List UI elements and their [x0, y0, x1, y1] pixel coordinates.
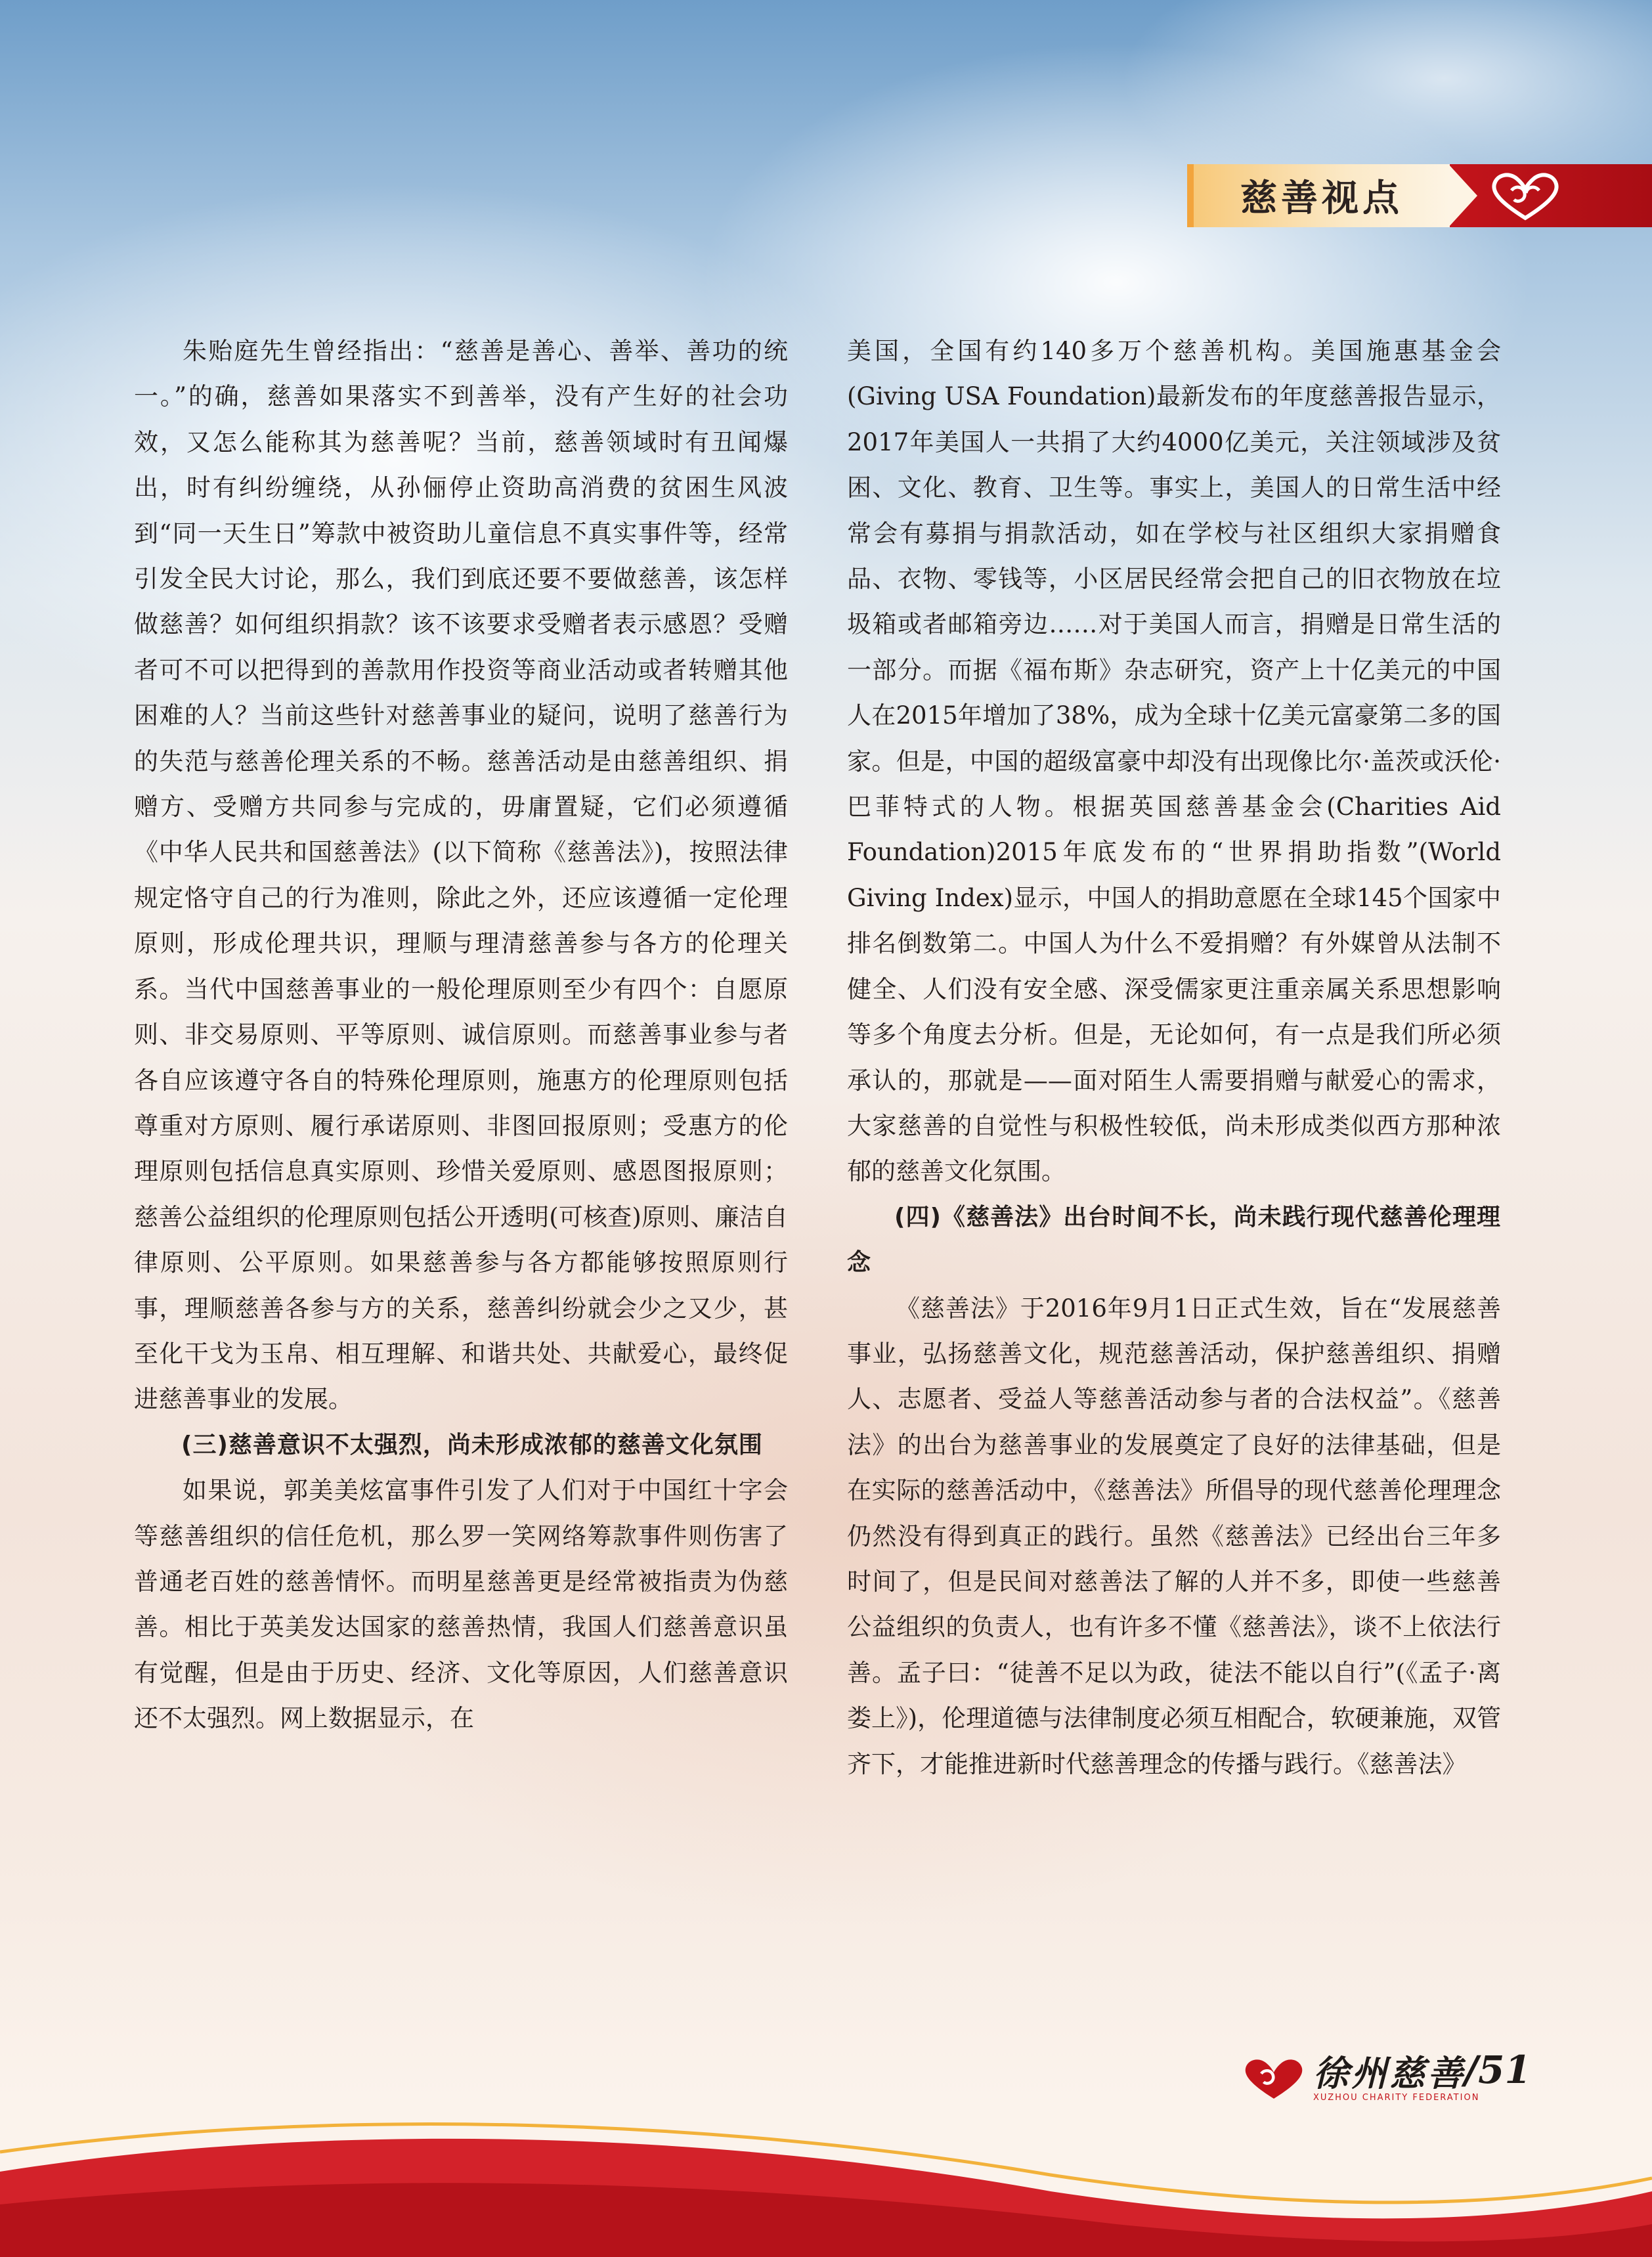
section-title: 慈善视点: [1240, 177, 1403, 220]
section-heading-3: (三)慈善意识不太强烈，尚未形成浓郁的慈善文化氛围: [181, 1431, 763, 1458]
brand-name: 徐州慈善: [1313, 2052, 1466, 2094]
left-column: [134, 328, 788, 1742]
heart-swirl-icon: [1489, 171, 1561, 221]
body-paragraph: 如果说，郭美美炫富事件引发了人们对于中国红十字会等慈善组织的信任危机，那么罗一笑网络筹款事件则伤害了普通老百姓的慈善情怀。而明星慈善更是经常被指责为伪慈善。相比于英美发达国家的慈善热情，我国人们慈善意识虽有觉醒，但是由于历史、经济、文化等原因，人们慈善意识还不太强烈。网上数据显示，在: [134, 1476, 788, 1733]
section-heading-4: (四)《慈善法》出台时间不长，尚未践行现代慈善伦理理念: [847, 1203, 1501, 1277]
brand-subtitle: XUZHOU CHARITY FEDERATION: [1313, 2093, 1480, 2103]
section-header-tab: [1187, 164, 1652, 227]
footer-red-wave: [0, 2093, 1652, 2257]
heart-swirl-icon: [1241, 2055, 1307, 2101]
section-title-box: [1187, 164, 1450, 227]
page-number: /51: [1464, 2048, 1531, 2092]
body-paragraph: 朱贻庭先生曾经指出：“慈善是善心、善举、善功的统一。”的确，慈善如果落实不到善举，没有产生好的社会功效，又怎么能称其为慈善呢？当前，慈善领域时有丑闻爆出，时有纠纷缠绕，从孙俪停止资助高消费的贫困生风波到“同一天生日”筹款中被资助儿童信息不真实事件等，经常引发全民大讨论，那么，我们到底还要不要做慈善，该怎样做慈善？如何组织捐款？该不该要求受赠者表示感恩？受赠者可不可以把得到的善款用作投资等商业活动或者转赠其他困难的人？当前这些针对慈善事业的疑问，说明了慈善行为的失范与慈善伦理关系的不畅。慈善活动是由慈善组织、捐赠方、受赠方共同参与完成的，毋庸置疑，它们必须遵循《中华人民共和国慈善法》(以下简称《慈善法》)，按照法律规定恪守自己的行为准则，除此之外，还应该遵循一定伦理原则，形成伦理共识，理顺与理清慈善参与各方的伦理关系。当代中国慈善事业的一般伦理原则至少有四个：自愿原则、非交易原则、平等原则、诚信原则。而慈善事业参与者各自应该遵守各自的特殊伦理原则，施惠方的伦理原则包括尊重对方原则、履行承诺原则、非图回报原则；受惠方的伦理原则包括信息真实原则、珍惜关爱原则、感恩图报原则；慈善公益组织的伦理原则包括公开透明(可核查)原则、廉洁自律原则、公平原则。如果慈善参与各方都能够按照原则行事，理顺慈善各参与方的关系，慈善纠纷就会少之又少，甚至化干戈为玉帛、相互理解、和谐共处、共献爱心，最终促进慈善事业的发展。: [134, 337, 788, 1414]
section-tab-red-bar: [1450, 164, 1652, 227]
body-paragraph: 美国，全国有约140多万个慈善机构。美国施惠基金会(Giving USA Foundation)最新发布的年度慈善报告显示，2017年美国人一共捐了大约4000亿美元，关注领域涉及贫困、文化、教育、卫生等。事实上，美国人的日常生活中经常会有募捐与捐款活动，如在学校与社区组织大家捐赠食品、衣物、零钱等，小区居民经常会把自己的旧衣物放在垃圾箱或者邮箱旁边……对于美国人而言，捐赠是日常生活的一部分。而据《福布斯》杂志研究，资产上十亿美元的中国人在2015年增加了38%，成为全球十亿美元富豪第二多的国家。但是，中国的超级富豪中却没有出现像比尔·盖茨或沃伦·巴菲特式的人物。根据英国慈善基金会(Charities Aid Foundation)2015年底发布的“世界捐助指数”(World Giving Index)显示，中国人的捐助意愿在全球145个国家中排名倒数第二。中国人为什么不爱捐赠？有外媒曾从法制不健全、人们没有安全感、深受儒家更注重亲属关系思想影响等多个角度去分析。但是，无论如何，有一点是我们所必须承认的，那就是——面对陌生人需要捐赠与献爱心的需求，大家慈善的自觉性与积极性较低，尚未形成类似西方那种浓郁的慈善文化氛围。: [847, 337, 1501, 1186]
right-column: [847, 328, 1501, 1787]
body-paragraph: 《慈善法》于2016年9月1日正式生效，旨在“发展慈善事业，弘扬慈善文化，规范慈善活动，保护慈善组织、捐赠人、志愿者、受益人等慈善活动参与者的合法权益”。《慈善法》的出台为慈善事业的发展奠定了良好的法律基础，但是在实际的慈善活动中，《慈善法》所倡导的现代慈善伦理理念仍然没有得到真正的践行。虽然《慈善法》已经出台三年多时间了，但是民间对慈善法了解的人并不多，即使一些慈善公益组织的负责人，也有许多不懂《慈善法》，谈不上依法行善。孟子曰：“徒善不足以为政，徒法不能以自行”(《孟子·离娄上》)，伦理道德与法律制度必须互相配合，软硬兼施，双管齐下，才能推进新时代慈善理念的传播与践行。《慈善法》: [847, 1294, 1501, 1778]
